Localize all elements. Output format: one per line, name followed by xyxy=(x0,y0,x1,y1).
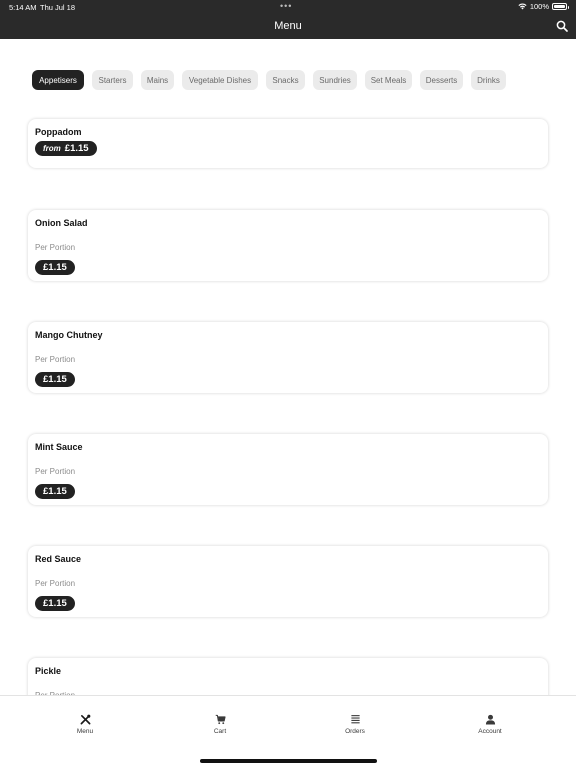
search-icon[interactable] xyxy=(556,20,568,32)
status-time: 5:14 AM xyxy=(9,3,37,12)
tab-label: Cart xyxy=(213,728,227,735)
item-portion: Per Portion xyxy=(35,243,76,252)
category-chips xyxy=(32,70,506,90)
category-chip-mains[interactable]: Mains xyxy=(141,70,174,90)
price-badge[interactable] xyxy=(35,596,75,611)
category-chip-vegetable-dishes[interactable]: Vegetable Dishes xyxy=(182,70,258,90)
price-value: £1.15 xyxy=(43,486,67,497)
price-value: £1.15 xyxy=(43,598,67,609)
price-value: £1.15 xyxy=(43,374,67,385)
tab-label: Menu xyxy=(76,728,94,735)
price-value: £1.15 xyxy=(64,143,89,154)
tab-label: Orders xyxy=(345,728,365,735)
tab-menu[interactable] xyxy=(13,696,157,748)
menu-item-card[interactable] xyxy=(28,434,548,505)
status-bar xyxy=(0,0,576,14)
item-portion: Per Portion xyxy=(35,467,76,476)
menu-item-card[interactable] xyxy=(28,546,548,617)
list-icon xyxy=(350,714,361,725)
item-portion: Per Portion xyxy=(35,355,76,364)
price-badge[interactable] xyxy=(35,484,75,499)
price-prefix: from xyxy=(43,144,61,153)
category-chip-snacks[interactable]: Snacks xyxy=(266,70,305,90)
item-name: Red Sauce xyxy=(35,554,82,564)
battery-percent: 100% xyxy=(529,2,549,11)
status-date: Thu Jul 18 xyxy=(40,3,76,12)
menu-item-card[interactable] xyxy=(28,119,548,168)
price-badge[interactable] xyxy=(35,260,75,275)
category-chip-appetisers[interactable]: Appetisers xyxy=(32,70,84,90)
cart-icon xyxy=(215,714,226,725)
battery-icon xyxy=(552,3,567,10)
category-chip-set-meals[interactable]: Set Meals xyxy=(365,70,412,90)
item-name: Mint Sauce xyxy=(35,442,83,452)
tab-bar xyxy=(0,695,576,768)
category-chip-starters[interactable]: Starters xyxy=(92,70,133,90)
home-indicator[interactable] xyxy=(200,759,377,763)
price-badge[interactable] xyxy=(35,141,97,156)
item-name: Poppadom xyxy=(35,127,82,137)
status-right xyxy=(518,2,567,11)
item-name: Onion Salad xyxy=(35,218,88,228)
wifi-icon xyxy=(518,3,527,10)
menu-item-card[interactable] xyxy=(28,210,548,281)
item-portion: Per Portion xyxy=(35,579,76,588)
item-name: Mango Chutney xyxy=(35,330,103,340)
multitasking-dots-icon[interactable]: ••• xyxy=(280,1,293,11)
user-icon xyxy=(485,714,496,725)
price-value: £1.15 xyxy=(43,262,67,273)
tab-account[interactable] xyxy=(418,696,562,748)
page-title: Menu xyxy=(274,20,302,32)
menu-item-card[interactable] xyxy=(28,322,548,393)
category-chip-sundries[interactable]: Sundries xyxy=(313,70,357,90)
nav-bar xyxy=(0,14,576,39)
price-badge[interactable] xyxy=(35,372,75,387)
category-chip-drinks[interactable]: Drinks xyxy=(471,70,506,90)
tab-label: Account xyxy=(478,728,502,735)
category-chip-desserts[interactable]: Desserts xyxy=(420,70,463,90)
utensils-icon xyxy=(80,714,91,725)
tab-orders[interactable] xyxy=(283,696,427,748)
tab-cart[interactable] xyxy=(148,696,292,748)
item-name: Pickle xyxy=(35,666,62,676)
menu-content[interactable] xyxy=(0,39,576,695)
